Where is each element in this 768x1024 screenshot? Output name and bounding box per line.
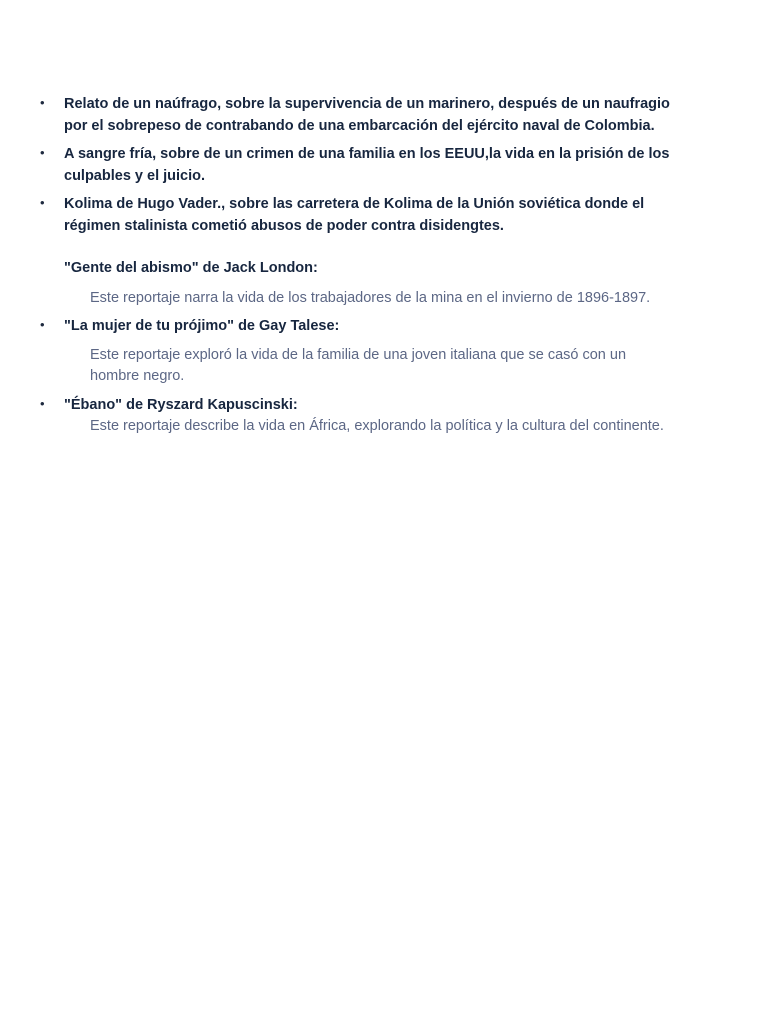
item-heading: "Gente del abismo" de Jack London: <box>64 260 318 276</box>
item-heading: • Kolima de Hugo Vader., sobre las carretera de Kolima de la Unión soviética donde el régimen stalinista cometió abusos de poder contra disidengtes. <box>64 196 645 234</box>
item-heading: • "Ébano" de Ryszard Kapuscinski: <box>64 396 298 413</box>
reportajes-list <box>0 94 768 438</box>
item-heading: • "La mujer de tu prójimo" de Gay Talese: <box>64 318 340 334</box>
list-item-kolima <box>64 194 680 237</box>
item-description: Este reportaje describe la vida en África, explorando la política y la cultura del continente. <box>90 418 664 434</box>
item-heading: • Relato de un naúfrago, sobre la supervivencia de un marinero, después de un naufragio por el sobrepeso de contrabando de una embarcación del ejército naval de Colombia. <box>64 96 670 134</box>
list-item-ebano <box>64 395 680 438</box>
list-item-mujer-de-tu-projimo <box>64 316 680 388</box>
item-heading: • A sangre fría, sobre de un crimen de una familia en los EEUU,la vida en la prisión de los culpables y el juicio. <box>64 146 670 184</box>
list-item-sangre-fria <box>64 144 680 187</box>
list-item-naufrago <box>64 94 680 137</box>
item-description: Este reportaje exploró la vida de la familia de una joven italiana que se casó con un hombre negro. <box>90 346 627 384</box>
list-item-gente-del-abismo <box>64 258 680 309</box>
item-description: Este reportaje narra la vida de los trabajadores de la mina en el invierno de 1896-1897. <box>90 289 651 306</box>
